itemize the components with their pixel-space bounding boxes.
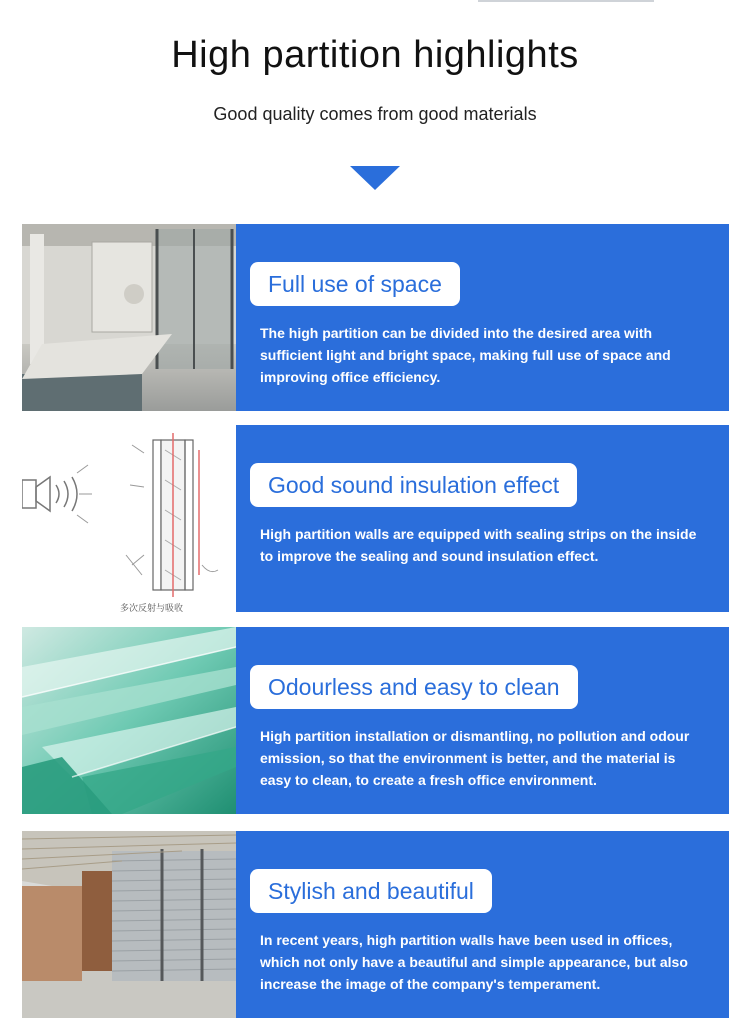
feature-section-sound (22, 425, 729, 612)
feature-panel (236, 425, 729, 612)
sound-insulation-diagram (22, 425, 236, 612)
page-title: High partition highlights (171, 34, 579, 76)
feature-section-clean (22, 627, 729, 814)
feature-heading: Odourless and easy to clean (250, 665, 578, 709)
feature-description: High partition walls are equipped with sealing strips on the inside to improve the sealing and sound insulation effect. (260, 526, 697, 564)
feature-panel (236, 831, 729, 1018)
feature-heading: Full use of space (250, 262, 460, 306)
feature-section-space (22, 224, 729, 411)
feature-panel (236, 627, 729, 814)
feature-section-style (22, 831, 729, 1018)
feature-description: The high partition can be divided into the desired area with sufficient light and bright space, making full use of space and improving office efficiency. (260, 325, 671, 385)
feature-description: In recent years, high partition walls have been used in offices, which not only have a beautiful and simple appearance, but also increase the image of the company's temperament. (260, 932, 688, 992)
top-edge-line (478, 0, 654, 2)
office-interior-photo (22, 224, 236, 411)
down-arrow-icon (350, 166, 400, 190)
page-subtitle: Good quality comes from good materials (213, 104, 537, 124)
feature-heading: Good sound insulation effect (250, 463, 577, 507)
feature-panel (236, 224, 729, 411)
feature-description: High partition installation or dismantling, no pollution and odour emission, so that the environment is better, and the material is easy to clean, to create a fresh office environment. (260, 728, 690, 788)
green-glass-photo (22, 627, 236, 814)
corridor-blinds-photo (22, 831, 236, 1018)
feature-heading: Stylish and beautiful (250, 869, 492, 913)
diagram-caption: 多次反射与吸收 (120, 604, 184, 612)
